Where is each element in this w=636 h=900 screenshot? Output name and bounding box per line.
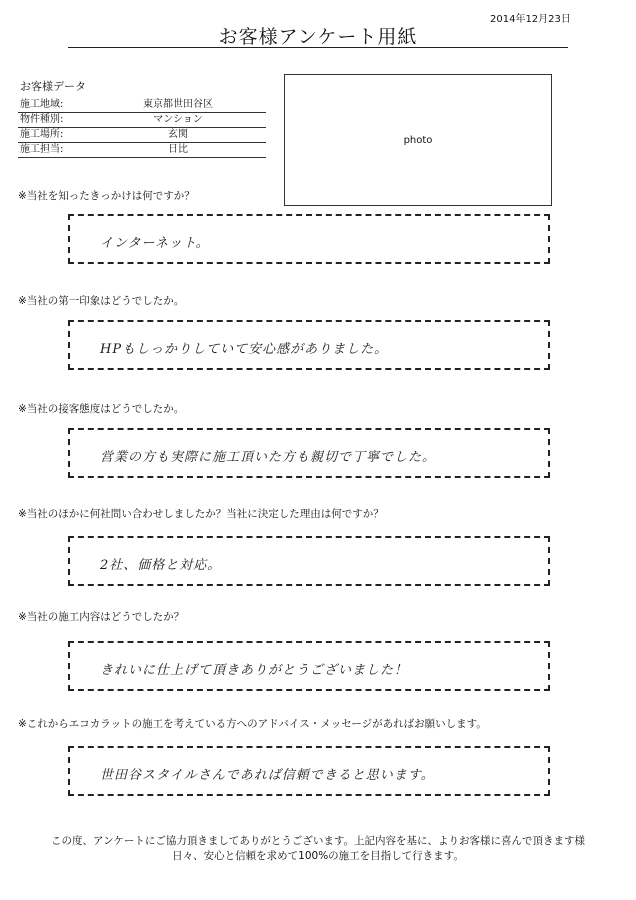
answer-box-2	[68, 320, 550, 370]
field-value: マンション	[110, 113, 266, 128]
question-5: ※当社の施工内容はどうでしたか？	[18, 611, 185, 623]
customer-data-table	[18, 98, 266, 158]
customer-row-staff	[18, 143, 266, 158]
field-label: 物件種別:	[18, 113, 110, 128]
answer-text-3: 営業の方も実際に施工頂いた方も親切で丁寧でした。	[100, 450, 437, 465]
question-1: ※当社を知ったきっかけは何ですか？	[18, 190, 195, 202]
customer-row-property-type	[18, 113, 266, 128]
field-label: 施工担当:	[18, 143, 110, 158]
survey-date: 2014年12月23日	[490, 14, 571, 25]
field-value: 玄関	[110, 128, 266, 143]
field-label: 施工場所:	[18, 128, 110, 143]
field-value: 日比	[110, 143, 266, 158]
footer-line-2: 日々、安心と信頼を求めて100%の施工を目指して行きます。	[172, 850, 464, 862]
footer-line-1: この度、アンケートにご協力頂きましてありがとうございます。上記内容を基に、よりお客様に喜んで頂きます様	[50, 835, 586, 847]
photo-label: photo	[403, 135, 433, 146]
answer-box-6	[68, 746, 550, 796]
field-label: 施工地域:	[18, 98, 110, 113]
answer-box-5	[68, 641, 550, 691]
customer-data-label: お客様データ	[20, 80, 86, 93]
answer-box-3	[68, 428, 550, 478]
answer-text-4: 2社、価格と対応。	[100, 558, 222, 573]
answer-text-2: HPもしっかりしていて安心感がありました。	[100, 342, 389, 357]
question-6: ※これからエコカラットの施工を考えている方へのアドバイス・メッセージがあればお願いします。	[18, 718, 487, 730]
question-2: ※当社の第一印象はどうでしたか。	[18, 295, 185, 307]
customer-row-location	[18, 128, 266, 143]
question-3: ※当社の接客態度はどうでしたか。	[18, 403, 185, 415]
answer-text-5: きれいに仕上げて頂きありがとうございました！	[100, 663, 409, 678]
answer-text-6: 世田谷スタイルさんであれば信頼できると思います。	[100, 768, 435, 783]
answer-box-1	[68, 214, 550, 264]
customer-row-area	[18, 98, 266, 113]
title-underline	[68, 47, 568, 48]
page-title: お客様アンケート用紙	[218, 26, 418, 48]
answer-text-1: インターネット。	[100, 236, 210, 251]
question-4: ※当社のほかに何社問い合わせしましたか？当社に決定した理由は何ですか？	[18, 508, 384, 520]
photo-box	[284, 74, 552, 206]
field-value: 東京都世田谷区	[110, 98, 266, 113]
answer-box-4	[68, 536, 550, 586]
